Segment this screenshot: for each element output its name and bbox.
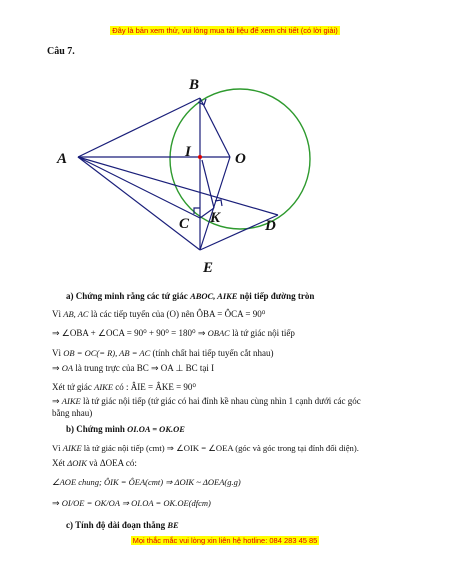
hotline-banner [0, 536, 450, 546]
label-c: C [179, 216, 190, 232]
solution-line: Vì AB, AC là các tiếp tuyến của (O) nên ÔBA = ÔCA = 90⁰ [52, 309, 266, 319]
label-b: B [189, 77, 200, 93]
center-point [198, 155, 202, 159]
label-a: A [57, 151, 68, 167]
part-a-heading: a) Chứng minh rằng các tứ giác ABOC, AIKE nội tiếp đường tròn [66, 291, 315, 301]
solution-line: ⇒ OA là trung trực của BC ⇒ OA ⊥ BC tại I [52, 363, 215, 373]
label-o: O [235, 151, 246, 167]
solution-line: ⇒ OI/OE = OK/OA ⇒ OI.OA = OK.OE(dfcm) [52, 498, 211, 508]
label-e: E [203, 260, 214, 276]
solution-line: ⇒ ∠OBA + ∠OCA = 90⁰ + 90⁰ = 180⁰ ⇒ OBAC là tứ giác nội tiếp [52, 328, 295, 338]
solution-line: Vì OB = OC(= R), AB = AC (tính chất hai tiếp tuyến cắt nhau) [52, 348, 274, 358]
preview-banner [0, 26, 450, 36]
segment-ab [78, 98, 200, 157]
solution-line: bằng nhau) [52, 408, 93, 418]
segment-ok [202, 160, 214, 208]
part-b-heading: b) Chứng minh OI.OA = OK.OE [66, 424, 185, 434]
solution-line: Vì AIKE là tứ giác nội tiếp (cmt) ⇒ ∠OIK = ∠OEA (góc và góc trong tại đỉnh đối diện). [52, 443, 359, 453]
segment-bo [200, 98, 230, 157]
geometry-figure [52, 68, 312, 276]
hotline-banner-text: Mọi thắc mắc vui lòng xin liên hệ hotline: 084 283 45 85 [132, 536, 318, 545]
segment-ae [78, 157, 200, 250]
label-k: K [210, 210, 221, 226]
solution-line: ∠AOE chung; ÔIK = ÔEA(cmt) ⇒ ΔOIK ~ ΔOEA(g.g) [52, 477, 241, 487]
solution-line: Xét tứ giác AIKE có : ÂIE = ÂKE = 90⁰ [52, 382, 197, 392]
part-c-heading: c) Tính độ dài đoạn thẳng BE [66, 520, 179, 530]
solution-line: Xét ΔOIK và ΔOEA có: [52, 458, 137, 468]
question-number: Câu 7. [47, 46, 75, 57]
preview-banner-text: Đây là bản xem thử, vui lòng mua tài liệu để xem chi tiết (có lời giải) [112, 26, 338, 35]
solution-line: ⇒ AIKE là tứ giác nội tiếp (tứ giác có hai đỉnh kề nhau cùng nhìn 1 cạnh dưới các góc [52, 396, 361, 406]
segment-ad [78, 157, 278, 215]
label-i: I [185, 144, 191, 160]
label-d: D [265, 218, 276, 234]
right-angle-k [215, 200, 222, 206]
